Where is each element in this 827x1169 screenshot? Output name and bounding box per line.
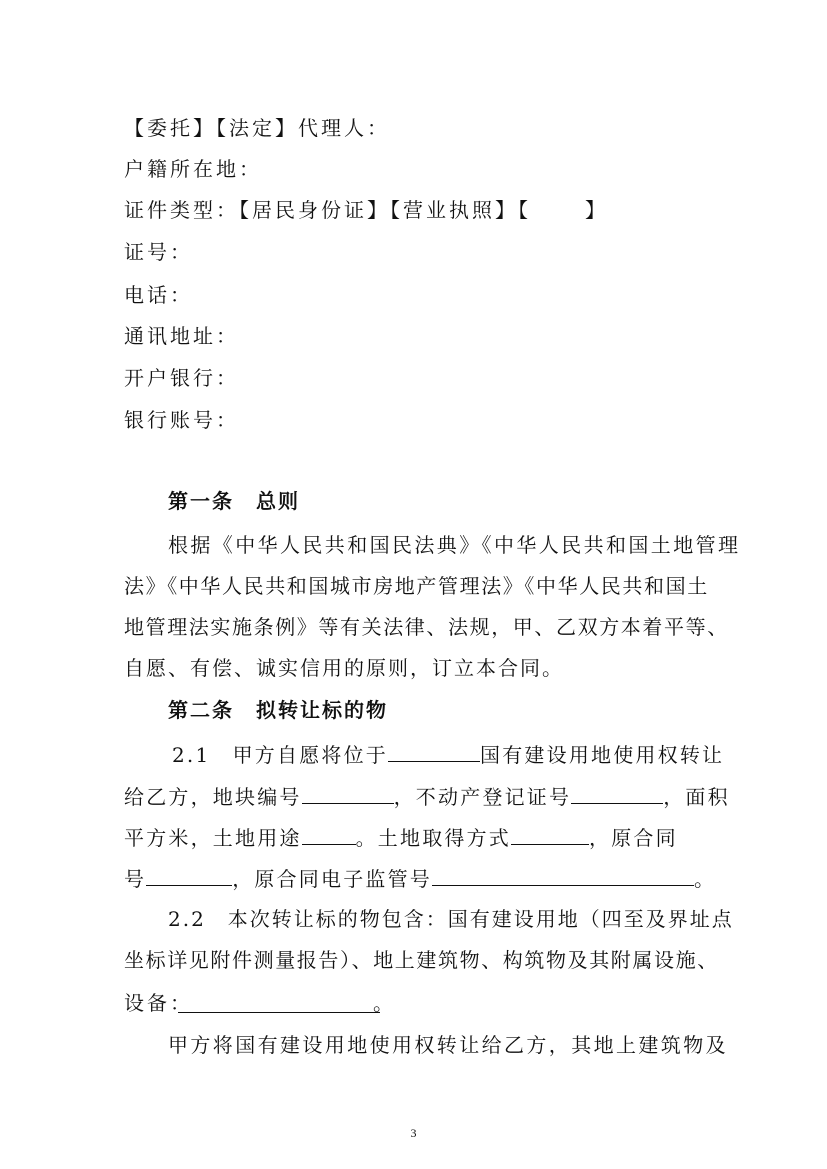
- article-1-title: 第一条 总则: [168, 489, 300, 513]
- id-number-line: 证号：: [124, 240, 193, 264]
- article-1-para-line: 法》《中华人民共和国城市房地产管理法》《中华人民共和国土: [124, 574, 709, 598]
- blank-registration-number[interactable]: [571, 783, 663, 804]
- blank-equipment-underline: [178, 1012, 380, 1013]
- bank-line: 开户银行：: [124, 366, 239, 390]
- clause-2-1-line: 号 ，原合同电子监管号 。: [124, 867, 717, 891]
- article-2-para-line: 甲方将国有建设用地使用权转让给乙方，其地上建筑物及: [168, 1033, 728, 1057]
- blank-land-use[interactable]: [302, 824, 356, 845]
- article-2-title: 第二条 拟转让标的物: [168, 698, 388, 722]
- blank-original-contract-number[interactable]: [146, 865, 232, 886]
- page-number: 3: [410, 1126, 417, 1140]
- agent-line: 【委托】【法定】代理人：: [124, 116, 390, 140]
- blank-supervision-number[interactable]: [432, 865, 694, 886]
- article-1-para-line: 地管理法实施条例》等有关法律、法规，甲、乙双方本着平等、: [124, 615, 729, 639]
- clause-2-1-line: 给乙方，地块编号 ，不动产登记证号 ，面积: [124, 785, 730, 809]
- blank-equipment-spacer[interactable]: [193, 990, 373, 1010]
- bank-account-line: 银行账号：: [124, 408, 239, 432]
- article-1-para-line: 自愿、有偿、诚实信用的原则，订立本合同。: [124, 656, 564, 680]
- phone-line: 电话：: [124, 283, 193, 307]
- address-line: 通讯地址：: [124, 324, 239, 348]
- clause-2-2-line: 设备： 。: [124, 991, 396, 1015]
- clause-2-1-line: 平方米，土地用途 。土地取得方式 ，原合同: [124, 826, 678, 850]
- id-type-line: 证件类型：【居民身份证】【营业执照】【 】: [124, 198, 608, 222]
- domicile-line: 户籍所在地：: [124, 157, 262, 181]
- clause-2-2-line: 坐标详见附件测量报告）、地上建筑物、构筑物及其附属设施、: [124, 948, 719, 972]
- blank-parcel-number[interactable]: [302, 783, 394, 804]
- blank-location[interactable]: [388, 741, 480, 762]
- clause-2-1-line: 2.1 甲方自愿将位于 国有建设用地使用权转让: [172, 743, 725, 767]
- blank-acquisition-method[interactable]: [511, 824, 589, 845]
- clause-2-2-line: 2.2 本次转让标的物包含：国有建设用地（四至及界址点: [168, 907, 734, 931]
- article-1-para-line: 根据《中华人民共和国民法典》《中华人民共和国土地管理: [168, 533, 741, 557]
